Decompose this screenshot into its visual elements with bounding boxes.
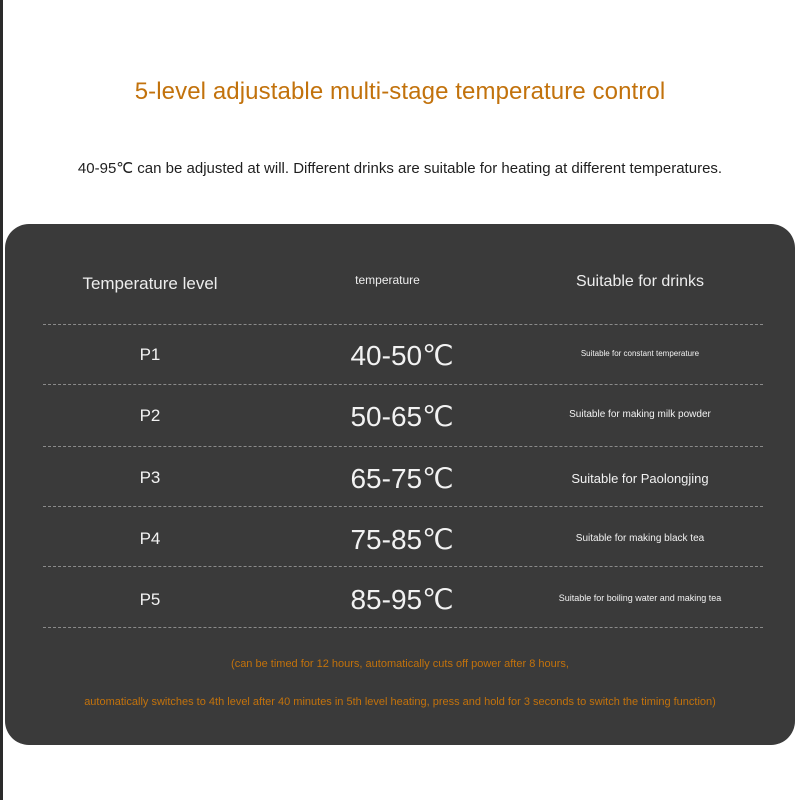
row-p4-level: P4 [139, 529, 161, 548]
row-p2-drink: Suitable for making milk powder [569, 409, 711, 420]
table-divider [43, 506, 763, 507]
row-p2-temperature: 50-65℃ [350, 401, 454, 432]
header-temperature-level: Temperature level [82, 274, 218, 293]
page-title: 5-level adjustable multi-stage temperature control [134, 78, 666, 105]
row-p2-level: P2 [139, 406, 161, 425]
row-p3-temperature: 65-75℃ [350, 463, 454, 494]
table-divider [43, 446, 763, 447]
table-divider [43, 384, 763, 385]
row-p4-drink: Suitable for making black tea [575, 533, 705, 544]
temperature-table-panel [5, 224, 795, 745]
table-divider [43, 566, 763, 567]
row-p4-temperature: 75-85℃ [350, 524, 454, 555]
timing-note-line-1: (can be timed for 12 hours, automatically cuts off power after 8 hours, [231, 658, 569, 670]
row-p5-drink: Suitable for boiling water and making tea [558, 593, 722, 603]
row-p1-drink: Suitable for constant temperature [580, 349, 700, 358]
row-p5-temperature: 85-95℃ [350, 584, 454, 615]
page-subtitle: 40-95℃ can be adjusted at will. Different drinks are suitable for heating at different temperatures. [77, 160, 723, 177]
page-edge [0, 0, 3, 800]
table-divider [43, 324, 763, 325]
header-suitable-drinks: Suitable for drinks [575, 273, 705, 290]
row-p1-level: P1 [139, 345, 161, 364]
row-p1-temperature: 40-50℃ [350, 340, 454, 371]
row-p5-level: P5 [139, 590, 161, 609]
row-p3-drink: Suitable for Paolongjing [571, 471, 709, 486]
timing-note-line-2: automatically switches to 4th level after 40 minutes in 5th level heating, press and hold for 3 seconds to switch the timing function) [84, 696, 716, 708]
row-p3-level: P3 [139, 468, 161, 487]
table-divider [43, 627, 763, 628]
header-temperature: temperature [355, 273, 420, 287]
